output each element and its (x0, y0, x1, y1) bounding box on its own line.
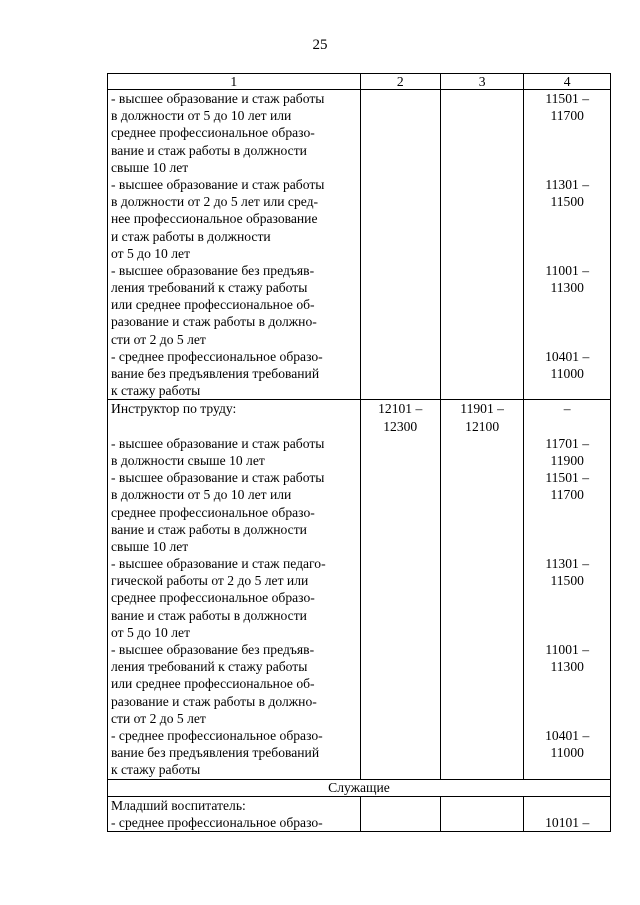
text-line: нее профессиональное образование (111, 211, 318, 227)
header-col-2: 2 (360, 74, 440, 90)
text-line: сти от 2 до 5 лет (111, 710, 206, 726)
text-line: или среднее профессиональное об- (111, 676, 315, 692)
text-line (524, 710, 610, 727)
text-line: - высшее образование без предъяв- (111, 642, 315, 657)
text-line (524, 331, 610, 348)
position-description-cell (108, 90, 361, 400)
text-line: и стаж работы в должности (111, 228, 271, 244)
header-col-1: 1 (108, 74, 361, 90)
text-line: от 5 до 10 лет (111, 624, 191, 640)
text-line: сти от 2 до 5 лет (111, 331, 206, 347)
text-line (524, 382, 610, 399)
text-line: свыше 10 лет (111, 538, 189, 554)
page-number: 25 (312, 37, 328, 53)
text-line: или среднее профессиональное об- (111, 297, 315, 313)
text-line: 11501 – (545, 91, 590, 106)
text-line: 11001 – (545, 262, 590, 278)
salary-range-cell-3 (440, 796, 523, 831)
table-row (108, 90, 611, 400)
text-line (524, 797, 610, 814)
text-line: 10401 – (545, 348, 590, 364)
text-line: - высшее образование и стаж работы (111, 176, 325, 192)
text-line (524, 313, 610, 330)
salary-range-cell-2 (360, 400, 440, 779)
text-line: свыше 10 лет (111, 159, 189, 175)
text-line: - высшее образование и стаж педаго- (111, 556, 326, 572)
text-line (524, 624, 610, 641)
text-line: - среднее профессиональное образо- (111, 814, 323, 830)
text-line: в должности от 5 до 10 лет или (111, 108, 292, 124)
text-line: 11700 (550, 487, 584, 503)
text-line: 11901 – (460, 401, 504, 417)
text-line: вание и стаж работы в должности (111, 607, 307, 623)
text-line: 12100 (465, 418, 500, 434)
text-line: вание и стаж работы в должности (111, 521, 307, 537)
text-line (524, 210, 610, 227)
text-line: - высшее образование и стаж работы (111, 470, 325, 486)
table-row (108, 796, 611, 831)
table-row (108, 400, 611, 779)
text-line (524, 296, 610, 313)
text-line: в должности от 5 до 10 лет или (111, 487, 292, 503)
text-line: Инструктор по труду: (111, 401, 237, 417)
text-line: 11300 (550, 659, 584, 675)
text-line: среднее профессиональное образо- (111, 125, 315, 141)
section-header-row (108, 779, 611, 796)
text-line: среднее профессиональное образо- (111, 590, 315, 606)
text-line: 11700 (550, 108, 584, 124)
text-line: - среднее профессиональное образо- (111, 727, 323, 743)
text-line: Младший воспитатель: (111, 797, 246, 813)
text-line: 10401 – (545, 727, 590, 743)
salary-range-cell-3 (440, 90, 523, 400)
position-description-cell (108, 796, 361, 831)
text-line: в должности свыше 10 лет (111, 452, 265, 468)
text-line: к стажу работы (111, 762, 201, 778)
text-line: вание без предъявления требований (111, 366, 320, 381)
position-description-cell (108, 400, 361, 779)
text-line (524, 159, 610, 176)
text-line: 11301 – (545, 556, 590, 572)
text-line: 10101 – (545, 814, 590, 830)
table-header-row (108, 74, 611, 90)
text-line: - высшее образование и стаж работы (111, 91, 325, 106)
text-line: разование и стаж работы в должно- (111, 314, 317, 330)
text-line (524, 538, 610, 555)
text-line (524, 228, 610, 245)
text-line: ления требований к стажу работы (111, 280, 308, 296)
text-line: среднее профессиональное образо- (111, 504, 315, 520)
text-line: 12101 – (378, 401, 423, 417)
text-line (524, 589, 610, 606)
text-line (524, 142, 610, 159)
text-line (524, 504, 610, 521)
text-line (524, 124, 610, 141)
salary-range-cell-2 (360, 90, 440, 400)
header-col-4: 4 (524, 74, 611, 90)
text-line: – (563, 401, 571, 417)
salary-range-cell-4 (524, 400, 611, 779)
text-line: гической работы от 2 до 5 лет или (111, 573, 309, 589)
text-line: вание без предъявления требований (111, 745, 320, 761)
text-line: в должности от 2 до 5 лет или сред- (111, 194, 319, 210)
text-line: - среднее профессиональное образо- (111, 348, 323, 364)
text-line: - высшее образование и стаж работы (111, 435, 325, 451)
text-line: 12300 (383, 418, 418, 434)
text-line: разование и стаж работы в должно- (111, 693, 317, 709)
text-line: к стажу работы (111, 383, 201, 399)
text-line: 11501 – (545, 470, 590, 486)
text-line (524, 693, 610, 710)
header-col-3: 3 (440, 74, 523, 90)
salary-range-cell-3 (440, 400, 523, 779)
text-line: 11701 – (545, 435, 590, 451)
text-line: 11500 (550, 194, 584, 210)
text-line (524, 418, 610, 435)
text-line: - высшее образование без предъяв- (111, 262, 315, 278)
salary-range-cell-2 (360, 796, 440, 831)
text-line: 11900 (550, 452, 584, 468)
text-line (524, 521, 610, 538)
salary-range-cell-4 (524, 796, 611, 831)
text-line: 11000 (550, 366, 584, 381)
text-line: 11300 (550, 280, 584, 296)
text-line: 11301 – (545, 176, 590, 192)
text-line: 11500 (550, 573, 584, 589)
text-line (524, 761, 610, 778)
section-title: Служащие (108, 779, 611, 796)
text-line (524, 245, 610, 262)
text-line (524, 675, 610, 692)
text-line: 11000 (550, 745, 584, 761)
text-line (524, 607, 610, 624)
text-line: ления требований к стажу работы (111, 659, 308, 675)
salary-range-cell-4 (524, 90, 611, 400)
text-line: от 5 до 10 лет (111, 245, 191, 261)
salary-table (107, 73, 611, 832)
text-line (111, 418, 357, 435)
text-line: 11001 – (545, 642, 590, 657)
text-line: вание и стаж работы в должности (111, 142, 307, 158)
